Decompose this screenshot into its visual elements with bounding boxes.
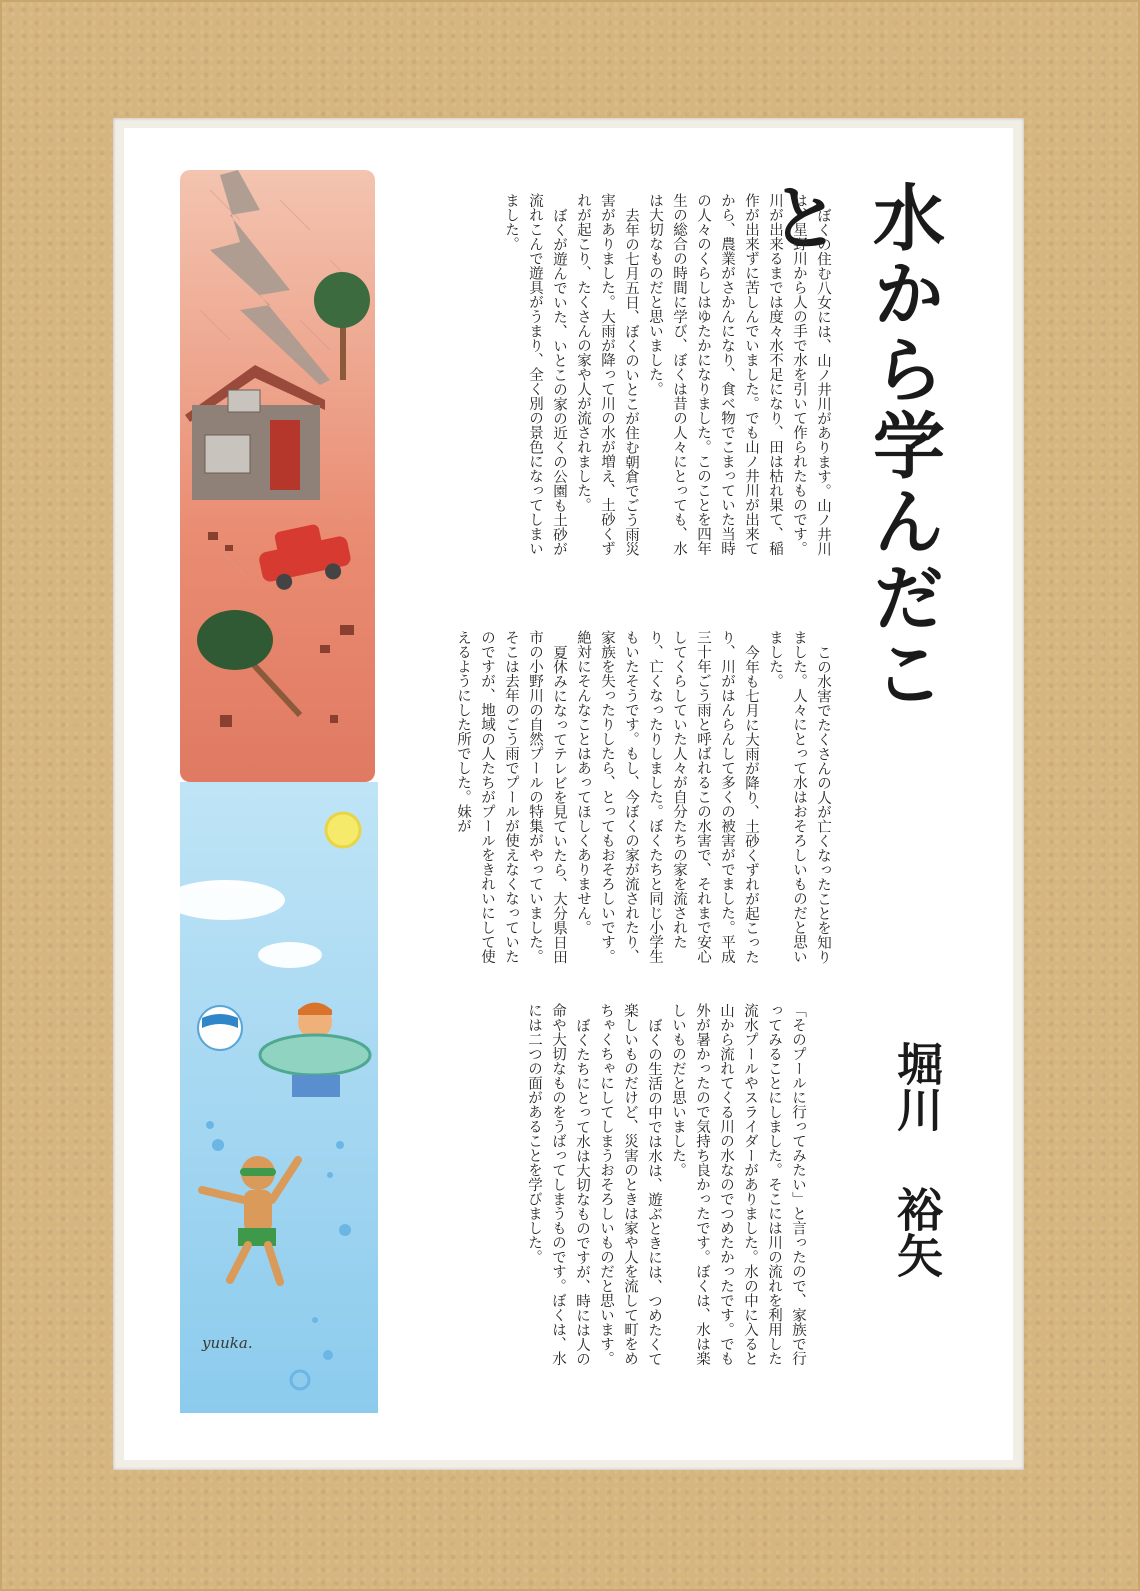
- essay-column-2: [405, 630, 835, 975]
- house-window: [228, 390, 260, 412]
- author-family-name: 堀川: [890, 1040, 944, 1132]
- essay-title: 水から学んだこと: [757, 180, 946, 712]
- tree-icon: [314, 272, 370, 328]
- paragraph: ぼくたちにとって水は大切なものですが、時には人の命や大切なものをうばってしまうものです。ぼくは、水には二つの面があることを学びました。: [526, 1003, 590, 1366]
- house-window: [205, 435, 250, 473]
- paragraph: この水害でたくさんの人が亡くなったことを知りました。人々にとって水はおそろしいものだと思いました。: [767, 630, 831, 964]
- swim-ring-icon: [260, 1035, 370, 1075]
- house-door: [270, 420, 300, 490]
- paragraph: ぼくの住む八女には、山ノ井川があります。山ノ井川は、星野川から人の手で水を引いて作られたものです。川が出来るまでは度々水不足になり、田は枯れ果て、稲作が出来ずに苦しんでいました。でも山ノ井川が出来てから、農業がさかんになり、食べ物でこまっていた当時の人々のくらしはゆたかになりました。このことを四年生の総合の時間に学び、ぼくは昔の人々にとっても、水は大切なものだと思いました。: [647, 193, 831, 556]
- watercolor-illustration: [180, 170, 378, 1413]
- artist-signature: yuuka.: [202, 1334, 253, 1352]
- paragraph: 今年も七月に大雨が降り、土砂くずれが起こったり、川がはんらんして多くの被害がでました。平成三十年ごう雨と呼ばれるこの水害で、それまで安心してくらしていた人々が自分たちの家を流されたり、亡くなったりしました。ぼくたちと同じ小学生もいたそうです。もし、今ぼくの家が流されたり、家族を失ったりしたら、とってもおそろしいです。絶対にそんなことはあってほしくありません。: [575, 630, 759, 964]
- swim-shorts: [292, 1075, 340, 1097]
- fallen-tree-icon: [197, 610, 273, 670]
- beach-ball-icon: [198, 1006, 242, 1050]
- sun-icon: [326, 813, 360, 847]
- cloud-icon: [258, 942, 322, 968]
- paragraph: 「そのプールに行ってみたい」と言ったので、家族で行ってみることにしました。そこには川の流れを利用した流水プールやスライダーがありました。水の中に入ると山から流れてくる川の水なのでつめたかったです。でも外が暑かったので気持ち良かったです。ぼくは、水は楽しいものだと思いました。: [670, 1003, 806, 1366]
- goggles: [240, 1168, 276, 1176]
- paragraph: 夏休みになってテレビを見ていたら、大分県日田市の小野川の自然プールの特集がやっていました。そこは去年のごう雨でプールが使えなくなっていたのですが、地域の人たちがプールをきれいにして使えるようにした所でした。妹が: [455, 630, 567, 964]
- author-name: [880, 1040, 950, 1340]
- author-given-name: 裕矢: [890, 1186, 944, 1278]
- paragraph: ぼくの生活の中では水は、遊ぶときには、つめたくて楽しいものだけど、災害のときは家や人を流して町をめちゃくちゃにしてしまうおそろしいものだと思います。: [598, 1003, 662, 1366]
- illustration-svg: [180, 170, 378, 1413]
- water-scene: [180, 782, 378, 1413]
- paragraph: 去年の七月五日、ぼくのいとこが住む朝倉でごう雨災害がありました。大雨が降って川の水が増え、土砂くずれが起こり、たくさんの家や人が流されました。: [575, 193, 639, 556]
- essay-column-3: [455, 1003, 810, 1378]
- paragraph: ぼくが遊んでいた、いとこの家の近くの公園も土砂が流れこんで遊具がうまり、全く別の景色になってしまいました。: [503, 193, 567, 556]
- essay-column-1: [405, 193, 835, 563]
